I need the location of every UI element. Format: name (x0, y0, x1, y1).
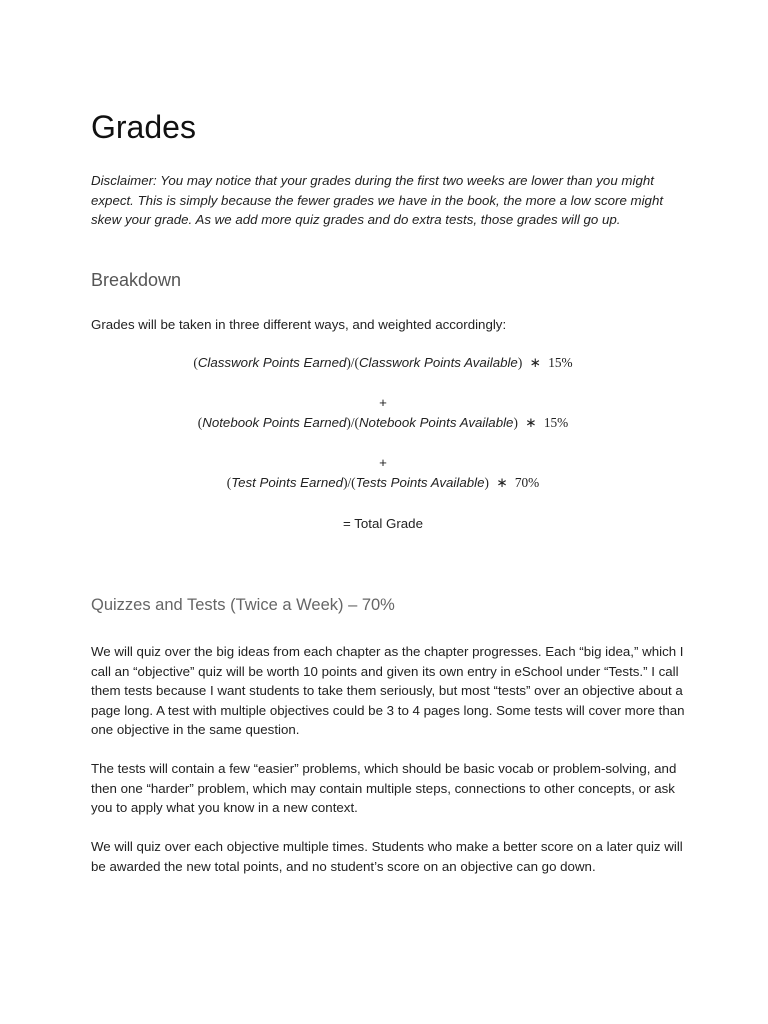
formula-close-paren: ) (484, 475, 489, 490)
formula-close-paren: ) (517, 355, 523, 370)
disclaimer-paragraph: Disclaimer: You may notice that your grades during the first two weeks are lower than you might expect. This is simply because the fewer grades we have in the book, the more a low score might skew your grade. As we add more quiz grades and do extra tests, those grades will go up. (91, 173, 664, 227)
formula-percent: 15% (548, 355, 573, 370)
formula-total: = Total Grade (343, 516, 423, 531)
formula-times-operator: ∗ (525, 415, 537, 430)
formula-divide: )/( (343, 475, 356, 490)
quizzes-heading: Quizzes and Tests (Twice a Week) – 70% (91, 596, 395, 614)
quizzes-paragraph-3: We will quiz over each objective multiple times. Students who make a better score on a later quiz will be awarded the new total points, and no student’s score on an objective can go down. (91, 839, 683, 874)
formula-open-paren: ( (197, 415, 203, 430)
formula-plus-1: + (379, 395, 387, 410)
page-title: Grades (91, 109, 196, 145)
breakdown-heading: Breakdown (91, 270, 182, 290)
formula-plus-2: + (379, 455, 387, 470)
formula-times-operator: ∗ (496, 475, 508, 490)
formula-close-paren: ) (513, 415, 518, 430)
formula-line-classwork (91, 353, 675, 373)
quizzes-paragraph-1: We will quiz over the big ideas from each chapter as the chapter progresses. Each “big idea,” which I call an “objective” quiz will be worth 10 points and given its own entry in eSchool under “Tests.” I call them tests because I want students to take them seriously, but most “tests” over an objective about a page long. A test with multiple objectives could be 3 to 4 pages long. Some tests will cover more than one objective in the same question. (91, 644, 685, 737)
formula-open-paren: ( (226, 475, 232, 490)
formula-available-term: Notebook Points Available (358, 415, 514, 430)
formula-percent: 70% (514, 475, 540, 490)
formula-percent: 15% (543, 415, 569, 430)
formula-times-operator: ∗ (529, 355, 541, 370)
breakdown-intro: Grades will be taken in three different ways, and weighted accordingly: (91, 317, 507, 332)
formula-earned-term: Notebook Points Earned (202, 415, 347, 430)
formula-available-term: Classwork Points Available (358, 355, 518, 370)
quizzes-paragraph-2: The tests will contain a few “easier” problems, which should be basic vocab or problem-solving, and then one “harder” problem, which may contain multiple steps, connections to other concepts, or ask you to apply what you know in a new context. (91, 761, 677, 815)
formula-divide: )/( (346, 415, 359, 430)
formula-earned-term: Test Points Earned (231, 475, 344, 490)
formula-earned-term: Classwork Points Earned (197, 355, 347, 370)
formula-line-notebook (91, 413, 675, 433)
formula-available-term: Tests Points Available (355, 475, 485, 490)
formula-divide: )/( (346, 355, 359, 370)
formula-open-paren: ( (193, 355, 198, 370)
formula-line-tests (91, 473, 675, 493)
